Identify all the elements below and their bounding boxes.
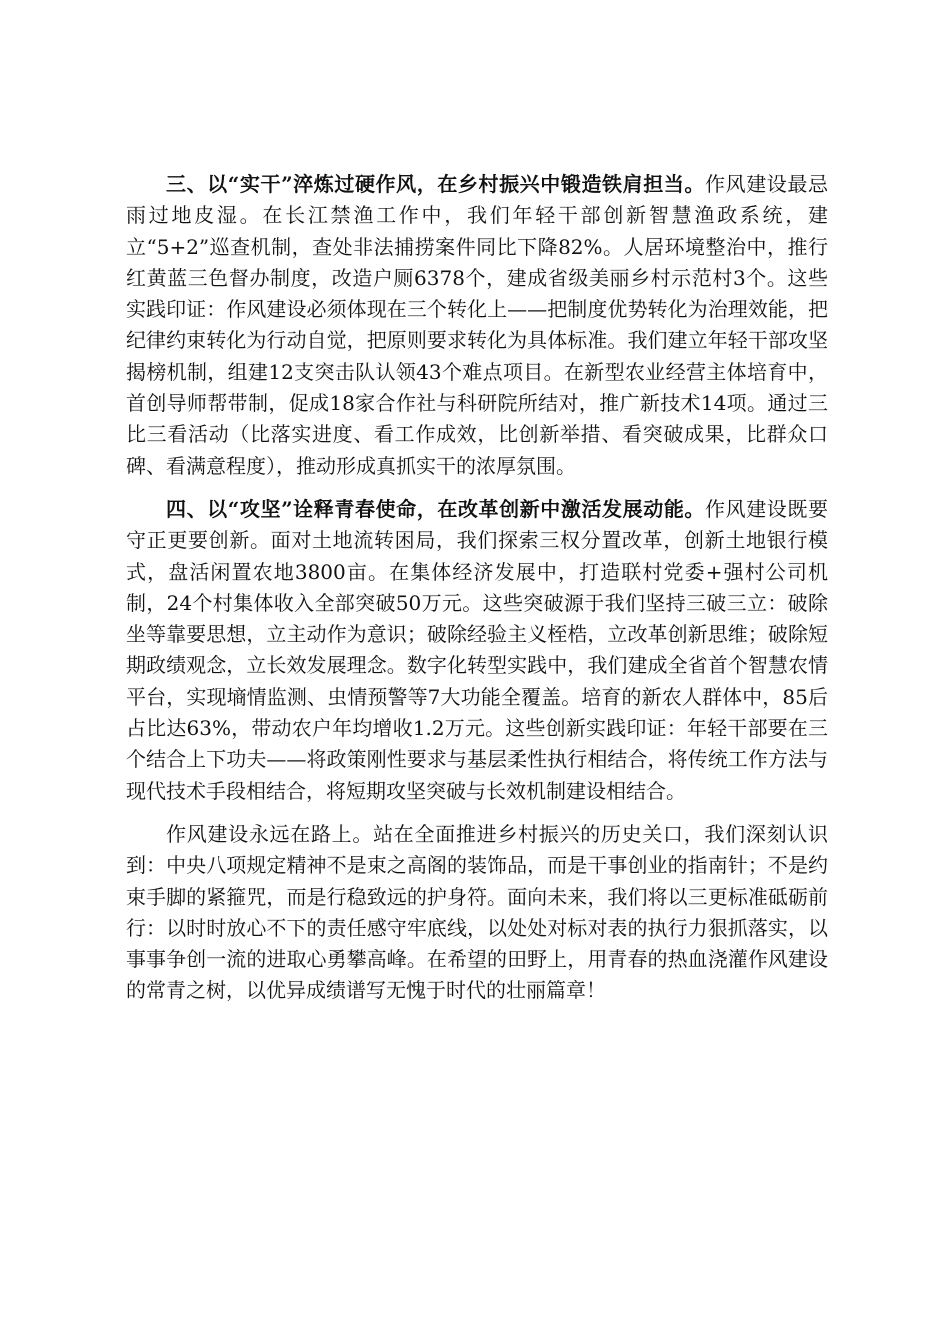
paragraph-section-four xyxy=(126,494,828,807)
paragraph-section-three xyxy=(126,169,828,482)
section-body-three: 作风建设最忌雨过地皮湿。在长江禁渔工作中，我们年轻干部创新智慧渔政系统，建立“5+2”巡查机制，查处非法捕捞案件同比下降82%。人居环境整治中，推行红黄蓝三色督办制度，改造户厕6378个，建成省级美丽乡村示范村3个。这些实践印证：作风建设必须体现在三个转化上——把制度优势转化为治理效能，把纪律约束转化为行动自觉，把原则要求转化为具体标准。我们建立年轻干部攻坚揭榜机制，组建12支突击队认领43个难点项目。在新型农业经营主体培育中，首创导师帮带制，促成18家合作社与科研院所结对，推广新技术14项。通过三比三看活动（比落实进度、看工作成效，比创新举措、看突破成果，比群众口碑、看满意程度），推动形成真抓实干的浓厚氛围。 xyxy=(126,172,828,478)
document-page xyxy=(126,169,828,1019)
section-body-four: 作风建设既要守正更要创新。面对土地流转困局，我们探索三权分置改革，创新土地银行模式，盘活闲置农地3800亩。在集体经济发展中，打造联村党委+强村公司机制，24个村集体收入全部突破50万元。这些突破源于我们坚持三破三立：破除坐等靠要思想，立主动作为意识；破除经验主义桎梏，立改革创新思维；破除短期政绩观念，立长效发展理念。数字化转型实践中，我们建成全省首个智慧农情平台，实现墒情监测、虫情预警等7大功能全覆盖。培育的新农人群体中，85后占比达63%，带动农户年均增收1.2万元。这些创新实践印证：年轻干部要在三个结合上下功夫——将政策刚性要求与基层柔性执行相结合，将传统工作方法与现代技术手段相结合，将短期攻坚突破与长效机制建设相结合。 xyxy=(126,496,828,803)
section-heading-four: 四、以“攻坚”诠释青春使命，在改革创新中激活发展动能。 xyxy=(166,496,706,521)
section-heading-three: 三、以“实干”淬炼过硬作风，在乡村振兴中锻造铁肩担当。 xyxy=(166,172,706,196)
conclusion-body: 作风建设永远在路上。站在全面推进乡村振兴的历史关口，我们深刻认识到：中央八项规定精神不是束之高阁的装饰品，而是干事创业的指南针；不是约束手脚的紧箍咒，而是行稳致远的护身符。面向未来，我们将以三更标准砥砺前行：以时时放心不下的责任感守牢底线，以处处对标对表的执行力狠抓落实，以事事争创一流的进取心勇攀高峰。在希望的田野上，用青春的热血浇灌作风建设的常青之树，以优异成绩谱写无愧于时代的壮丽篇章！ xyxy=(126,821,828,1003)
paragraph-conclusion xyxy=(126,819,828,1007)
